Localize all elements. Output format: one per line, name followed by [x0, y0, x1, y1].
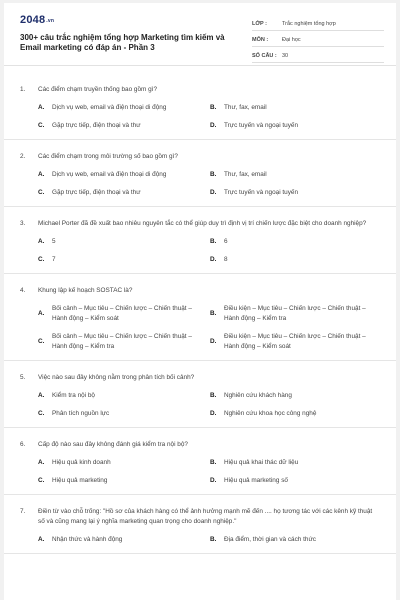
option-text: Gặp trực tiếp, điện thoại và thư — [52, 189, 141, 196]
option-d[interactable] — [210, 121, 382, 131]
question-stem — [20, 440, 380, 450]
option-text: Địa điểm, thời gian và cách thức — [224, 536, 316, 543]
option-text: Phân tích nguồn lực — [52, 410, 110, 417]
option-letter: A. — [38, 536, 45, 543]
option-letter: C. — [38, 256, 45, 263]
option-b[interactable] — [210, 237, 382, 247]
option-letter: A. — [38, 392, 45, 399]
option-letter: D. — [210, 477, 217, 484]
option-text: Dịch vụ web, email và điện thoại di động — [52, 171, 167, 178]
question-number: 4. — [20, 287, 26, 294]
option-grid — [38, 170, 380, 198]
question-text: Các điểm chạm truyền thống bao gồm gì? — [38, 86, 158, 93]
option-letter: A. — [38, 104, 45, 111]
option-a[interactable] — [38, 458, 210, 468]
option-c[interactable] — [38, 121, 210, 131]
question-item — [4, 140, 396, 207]
option-b[interactable] — [210, 535, 382, 545]
option-letter: C. — [38, 477, 45, 484]
option-c[interactable] — [38, 255, 210, 265]
document-sheet — [4, 3, 396, 600]
option-text: Hiệu quả khai thác dữ liệu — [224, 459, 299, 466]
meta-value: Trắc nghiệm tổng hợp — [282, 21, 336, 27]
option-letter: B. — [210, 310, 217, 317]
option-d[interactable] — [210, 255, 382, 265]
site-logo[interactable] — [20, 14, 54, 26]
option-a[interactable] — [38, 304, 210, 324]
meta-row-count — [252, 47, 384, 63]
logo-suffix: .vn — [46, 18, 55, 24]
option-text: Điều kiện – Mục tiêu – Chiến lược – Chiến thuật – Hành động – Kiểm tra — [224, 305, 366, 322]
question-text: Khung lập kế hoạch SOSTAC là? — [38, 287, 133, 294]
option-letter: A. — [38, 238, 45, 245]
question-item — [4, 207, 396, 274]
question-list — [4, 73, 396, 554]
option-b[interactable] — [210, 170, 382, 180]
question-stem — [20, 286, 380, 296]
option-text: Nghiên cứu khách hàng — [224, 392, 292, 399]
question-number: 5. — [20, 374, 26, 381]
option-letter: A. — [38, 459, 45, 466]
question-text: Việc nào sau đây không nằm trong phân tích bối cảnh? — [38, 374, 195, 381]
question-text: Michael Porter đã đề xuất bao nhiêu nguyên tắc có thể giúp duy trì định vị trí chiến lược đặc biệt cho doanh nghiệp? — [38, 220, 367, 227]
option-letter: D. — [210, 410, 217, 417]
meta-label: SỐ CÂU : — [252, 53, 277, 59]
question-stem — [20, 219, 380, 229]
option-text: Bối cảnh – Mục tiêu – Chiến lược – Chiến thuật – Hành động – Kiểm tra — [52, 333, 192, 350]
option-a[interactable] — [38, 103, 210, 113]
option-d[interactable] — [210, 409, 382, 419]
option-letter: C. — [38, 189, 45, 196]
meta-label: MÔN : — [252, 37, 269, 43]
question-item — [4, 274, 396, 361]
option-text: Hiệu quả kinh doanh — [52, 459, 111, 466]
option-text: Bối cảnh – Mục tiêu – Chiến lược – Chiến thuật – Hành động – Kiểm soát — [52, 305, 192, 322]
option-text: Hiệu quả marketing số — [224, 477, 288, 484]
option-text: Thư, fax, email — [224, 171, 267, 178]
option-text: Hiệu quả marketing — [52, 477, 108, 484]
question-stem — [20, 507, 380, 527]
option-text: Nghiên cứu khoa học công nghệ — [224, 410, 317, 417]
option-letter: C. — [38, 122, 45, 129]
question-stem — [20, 85, 380, 95]
option-text: Gặp trực tiếp, điện thoại và thư — [52, 122, 141, 129]
logo-text: 2048 — [20, 14, 46, 26]
meta-value: Đại học — [282, 37, 301, 43]
option-letter: D. — [210, 256, 217, 263]
option-text: Nhận thức và hành động — [52, 536, 123, 543]
option-letter: B. — [210, 392, 217, 399]
option-letter: D. — [210, 122, 217, 129]
question-number: 6. — [20, 441, 26, 448]
option-letter: B. — [210, 104, 217, 111]
question-item — [4, 495, 396, 554]
option-text: Thư, fax, email — [224, 104, 267, 111]
document-header — [4, 3, 396, 66]
meta-row-class — [252, 15, 384, 31]
option-letter: C. — [38, 410, 45, 417]
option-letter: B. — [210, 171, 217, 178]
question-stem — [20, 373, 380, 383]
meta-label: LỚP : — [252, 21, 267, 27]
option-c[interactable] — [38, 188, 210, 198]
option-c[interactable] — [38, 409, 210, 419]
option-d[interactable] — [210, 332, 382, 352]
question-item — [4, 428, 396, 495]
option-text: Điều kiện – Mục tiêu – Chiến lược – Chiến thuật – Hành động – Kiểm soát — [224, 333, 366, 350]
option-text: Kiểm tra nội bộ — [52, 392, 95, 399]
option-d[interactable] — [210, 476, 382, 486]
option-letter: C. — [38, 338, 45, 345]
document-meta — [252, 15, 384, 63]
option-text: 8 — [224, 256, 228, 263]
meta-value: 30 — [282, 53, 289, 59]
option-a[interactable] — [38, 237, 210, 247]
option-text: Dịch vụ web, email và điện thoại di động — [52, 104, 167, 111]
option-d[interactable] — [210, 188, 382, 198]
option-grid — [38, 458, 380, 486]
question-text: Các điểm chạm trong môi trường số bao gồm gì? — [38, 153, 178, 160]
option-letter: D. — [210, 338, 217, 345]
option-c[interactable] — [38, 332, 210, 352]
question-item — [4, 73, 396, 140]
option-b[interactable] — [210, 103, 382, 113]
option-a[interactable] — [38, 535, 210, 545]
option-text: 7 — [52, 256, 56, 263]
option-letter: A. — [38, 310, 45, 317]
option-grid — [38, 237, 380, 265]
option-a[interactable] — [38, 170, 210, 180]
question-number: 2. — [20, 153, 26, 160]
document-title: 300+ câu trắc nghiệm tổng hợp Marketing tìm kiếm và Email marketing có đáp án - Phần 3 — [20, 33, 225, 52]
meta-row-subject — [252, 31, 384, 47]
question-number: 3. — [20, 220, 26, 227]
question-number: 7. — [20, 508, 26, 515]
option-text: Trực tuyến và ngoại tuyến — [224, 189, 299, 196]
option-c[interactable] — [38, 476, 210, 486]
option-b[interactable] — [210, 458, 382, 468]
option-text: 5 — [52, 238, 56, 245]
option-letter: B. — [210, 238, 217, 245]
question-number: 1. — [20, 86, 26, 93]
option-grid — [38, 304, 380, 352]
question-item — [4, 361, 396, 428]
option-text: 6 — [224, 238, 228, 245]
option-b[interactable] — [210, 391, 382, 401]
option-letter: A. — [38, 171, 45, 178]
option-text: Trực tuyến và ngoại tuyến — [224, 122, 299, 129]
option-a[interactable] — [38, 391, 210, 401]
option-grid — [38, 391, 380, 419]
option-b[interactable] — [210, 304, 382, 324]
question-stem — [20, 152, 380, 162]
option-grid — [38, 535, 380, 545]
option-letter: D. — [210, 189, 217, 196]
question-text: Điền từ vào chỗ trống: "Hồ sơ của khách hàng có thể ảnh hưởng mạnh mẽ đến .... họ tương tác với các kênh kỹ thuật số và cũng mang lại ý nghĩa marketing quan trọng cho doanh nghiệp." — [38, 508, 373, 525]
option-grid — [38, 103, 380, 131]
option-letter: B. — [210, 536, 217, 543]
option-letter: B. — [210, 459, 217, 466]
question-text: Cấp độ nào sau đây không đánh giá kiểm tra nội bộ? — [38, 441, 188, 448]
